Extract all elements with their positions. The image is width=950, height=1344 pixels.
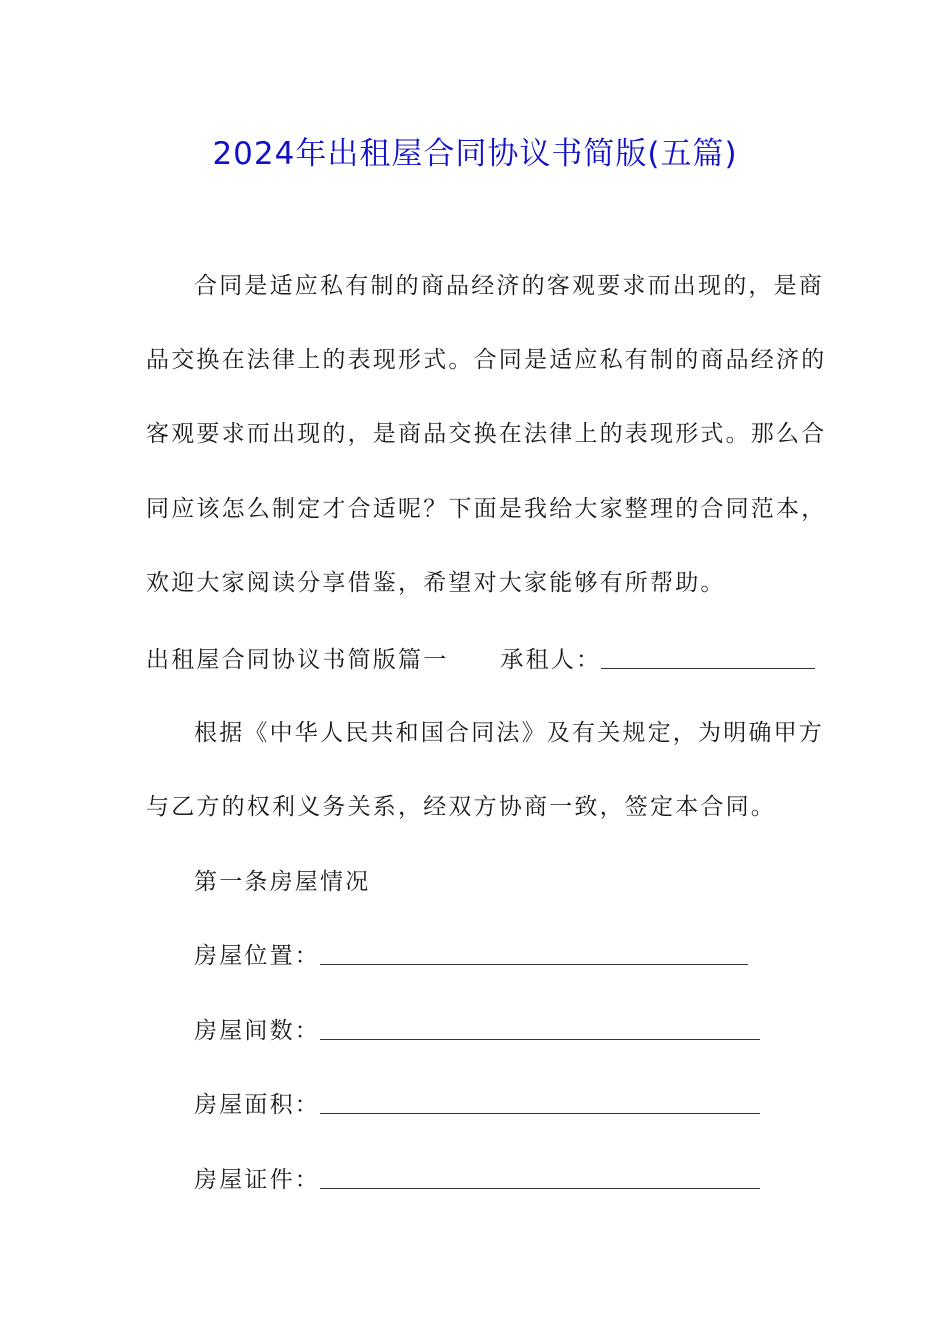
intro-line-4: 同应该怎么制定才合适呢？下面是我给大家整理的合同范本，: [146, 496, 827, 522]
intro-line-5: 欢迎大家阅读分享借鉴，希望对大家能够有所帮助。: [146, 570, 726, 596]
field-label-location: 房屋位置：: [194, 943, 320, 969]
field-blank-certificate[interactable]: [320, 1166, 760, 1189]
field-row-rooms: [194, 1016, 760, 1046]
field-blank-rooms[interactable]: [320, 1017, 760, 1040]
section-heading: 出租屋合同协议书简版篇一: [146, 647, 449, 673]
field-label-area: 房屋面积：: [194, 1092, 320, 1118]
intro-line-3: 客观要求而出现的，是商品交换在法律上的表现形式。那么合: [146, 421, 827, 447]
field-label-certificate: 房屋证件：: [194, 1167, 320, 1193]
field-row-location: [194, 941, 748, 971]
field-blank-area[interactable]: [320, 1091, 760, 1114]
tenant-blank[interactable]: [601, 646, 815, 669]
article-one-heading: 第一条房屋情况: [194, 869, 371, 895]
field-row-certificate: [194, 1165, 760, 1195]
field-row-area: [194, 1090, 760, 1120]
document-title: 2024年出租屋合同协议书简版(五篇): [212, 136, 738, 172]
tenant-label: 承租人：: [500, 647, 602, 673]
intro-line-2: 品交换在法律上的表现形式。合同是适应私有制的商品经济的: [146, 347, 827, 373]
basis-line-1: 根据《中华人民共和国合同法》及有关规定，为明确甲方: [194, 720, 824, 746]
field-blank-location[interactable]: [320, 942, 748, 965]
basis-line-2: 与乙方的权利义务关系，经双方协商一致，签定本合同。: [146, 794, 776, 820]
field-label-rooms: 房屋间数：: [194, 1018, 320, 1044]
intro-line-1: 合同是适应私有制的商品经济的客观要求而出现的，是商: [194, 273, 824, 299]
section-heading-row: [146, 645, 815, 675]
